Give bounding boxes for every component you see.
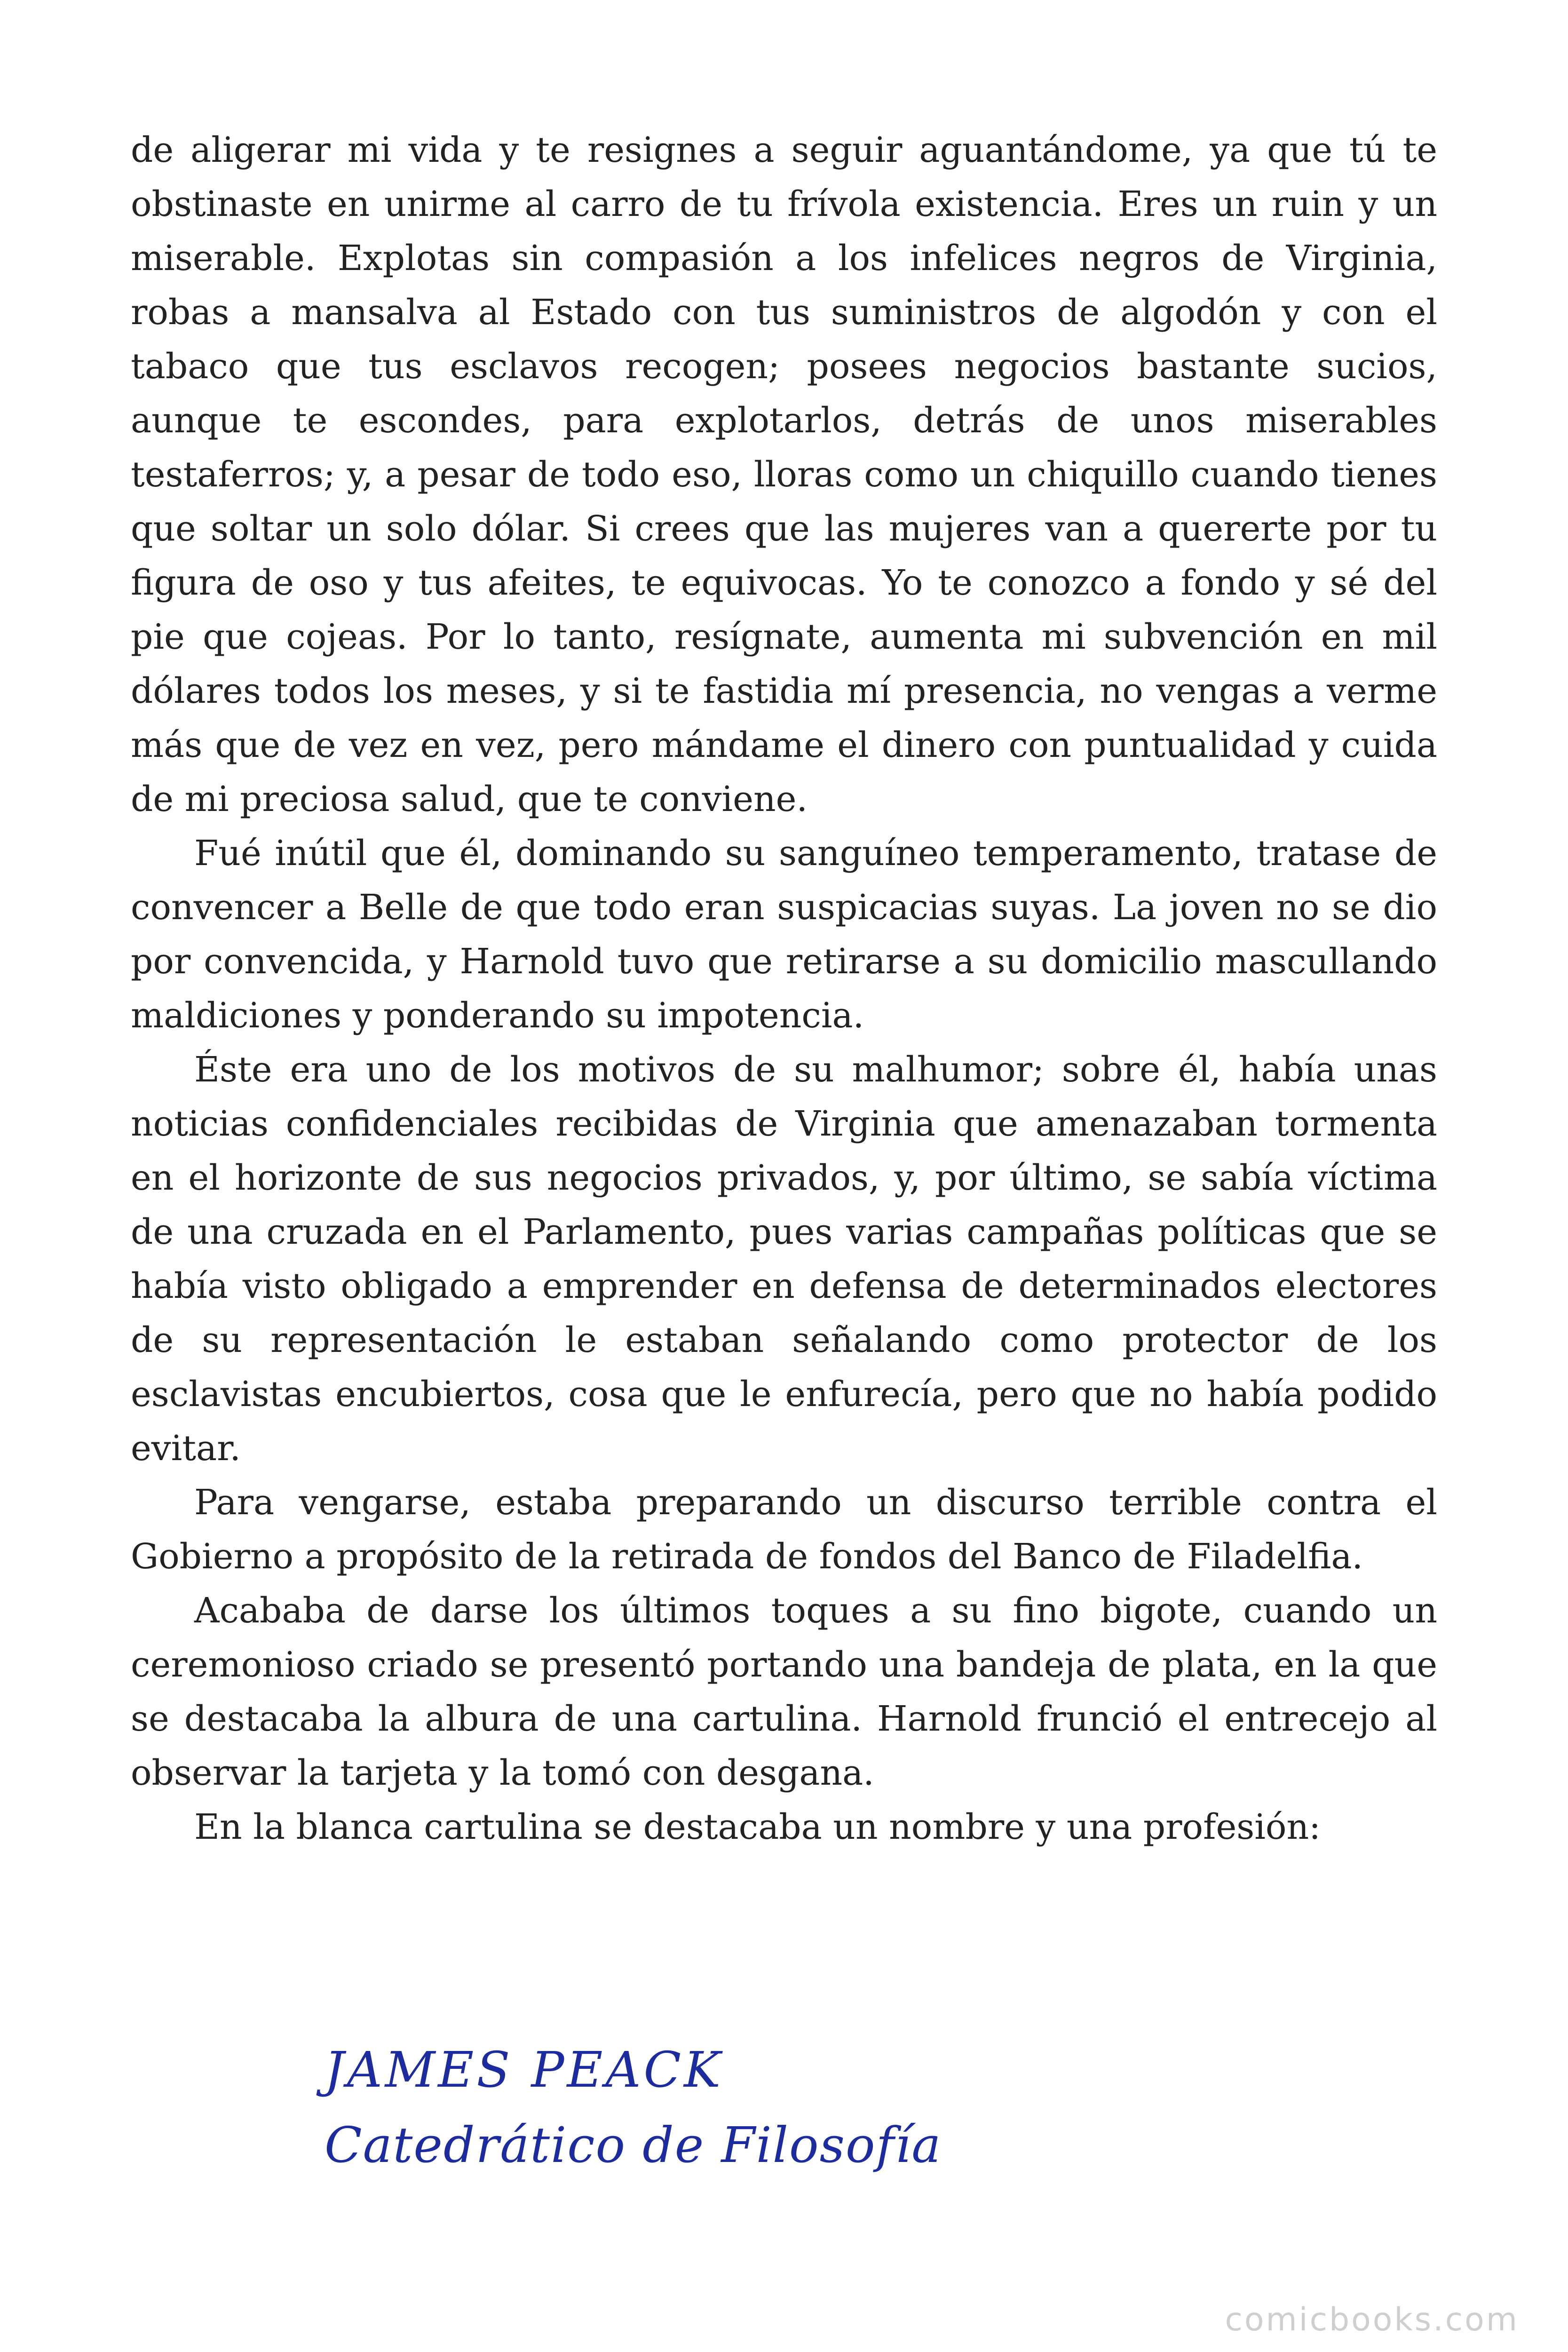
paragraph-3: Éste era uno de los motivos de su malhumor; sobre él, había unas noticias confidenciales recibidas de Virginia que amenazaban tormenta en el horizonte de sus negocios privados, y, por último, se sabía víctima de una cruzada en el Parlamento, pues varias campañas políticas que se había visto obligado a emprender en defensa de determinados electores de su representación le estaban señalando como protector de los esclavistas encubiertos, cosa que le enfurecía, pero que no había podido evitar. [131,1049,1437,1469]
paragraph-4: Para vengarse, estaba preparando un discurso terrible contra el Gobierno a propósito de la retirada de fondos del Banco de Filadelfia. [131,1482,1437,1577]
card-profession: Catedrático de Filosofía [325,2116,942,2174]
business-card-text [325,2032,942,2183]
card-name: JAMES PEACK [325,2041,723,2098]
paragraph-6: En la blanca cartulina se destacaba un nombre y una profesión: [194,1807,1321,1847]
paragraph-1: de aligerar mi vida y te resignes a seguir aguantándome, ya que tú te obstinaste en unirme al carro de tu frívola existencia. Eres un ruin y un miserable. Explotas sin compasión a los infelices negros de Virginia, robas a mansalva al Estado con tus suministros de algodón y con el tabaco que tus esclavos recogen; posees negocios bastante sucios, aunque te escondes, para explotarlos, detrás de unos miserables testaferros; y, a pesar de todo eso, lloras como un chiquillo cuando tienes que soltar un solo dólar. Si crees que las mujeres van a quererte por tu figura de oso y tus afeites, te equivocas. Yo te conozco a fondo y sé del pie que cojeas. Por lo tanto, resígnate, aumenta mi subvención en mil dólares todos los meses, y si te fastidia mí presencia, no vengas a verme más que de vez en vez, pero mándame el dinero con puntualidad y cuida de mi preciosa salud, que te conviene. [131,130,1437,819]
paragraph-2: Fué inútil que él, dominando su sanguíneo temperamento, tratase de convencer a Belle de que todo eran suspicacias suyas. La joven no se dio por convencida, y Harnold tuvo que retirarse a su domicilio mascullando maldiciones y ponderando su impotencia. [131,833,1437,1036]
watermark: comicbooks.com [1225,2301,1519,2338]
body-text [131,123,1437,1854]
paragraph-5: Acababa de darse los últimos toques a su fino bigote, cuando un ceremonioso criado se presentó portando una bandeja de plata, en la que se destacaba la albura de una cartulina. Harnold frunció el entrecejo al observar la tarjeta y la tomó con desgana. [131,1590,1437,1793]
